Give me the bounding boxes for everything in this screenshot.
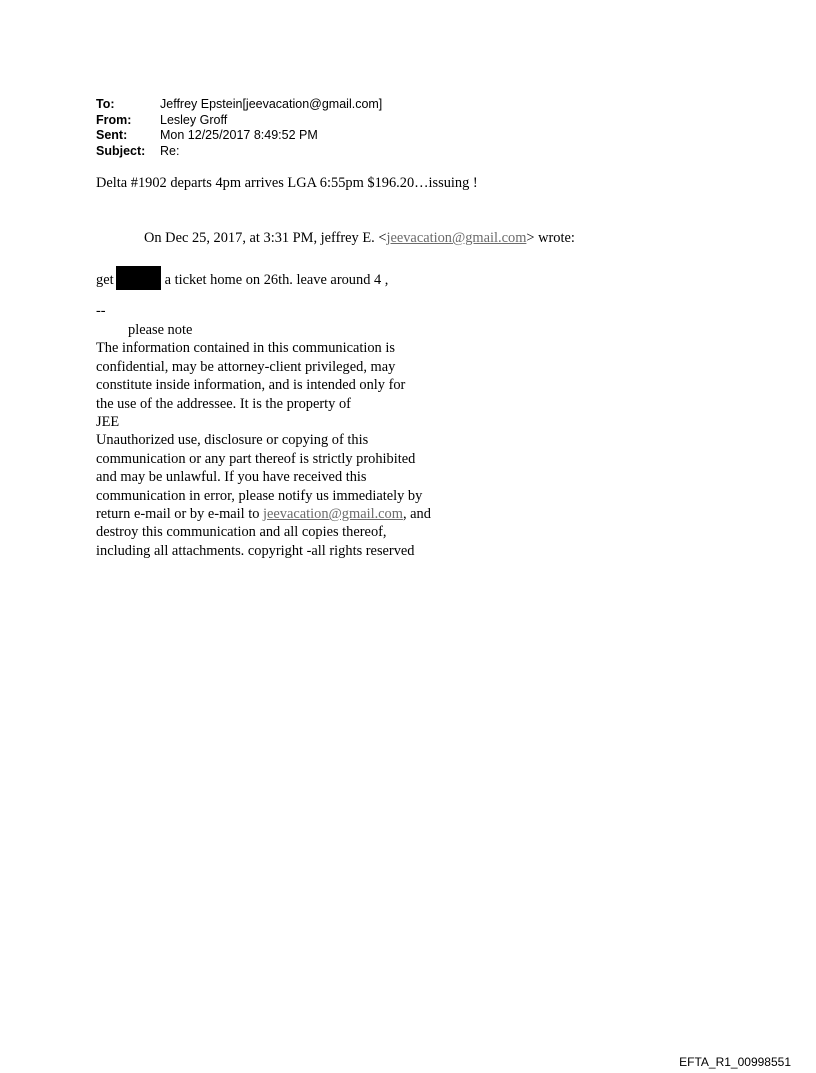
redaction-block bbox=[116, 266, 161, 290]
signature-separator: -- bbox=[96, 303, 106, 319]
disclaimer-line: the use of the addressee. It is the property of bbox=[96, 395, 351, 412]
quote-intro-after: > wrote: bbox=[526, 230, 575, 246]
subject-value: Re: bbox=[160, 143, 180, 158]
from-label: From: bbox=[96, 112, 132, 127]
header-from-row bbox=[96, 113, 382, 129]
reply-line: Delta #1902 departs 4pm arrives LGA 6:55pm $196.20…issuing ! bbox=[96, 175, 478, 191]
subject-label: Subject: bbox=[96, 143, 146, 158]
disclaimer-email-before: return e-mail or by e-mail to bbox=[96, 506, 264, 523]
header-to-row bbox=[96, 97, 382, 113]
to-value: Jeffrey Epstein[jeevacation@gmail.com] bbox=[160, 97, 383, 111]
sent-value: Mon 12/25/2017 8:49:52 PM bbox=[160, 128, 318, 143]
disclaimer-line: destroy this communication and all copies thereof, bbox=[96, 524, 387, 541]
disclaimer-line: The information contained in this communication is bbox=[96, 340, 395, 357]
disclaimer-email-link[interactable]: jeevacation@gmail.com bbox=[263, 506, 403, 523]
disclaimer-line: JEE bbox=[96, 414, 120, 431]
quote-intro-before: On Dec 25, 2017, at 3:31 PM, jeffrey E. < bbox=[144, 230, 387, 246]
email-header bbox=[96, 97, 382, 159]
document-id: EFTA_R1_00998551 bbox=[679, 1055, 791, 1069]
disclaimer-note: please note bbox=[128, 322, 193, 338]
quote-email-link[interactable]: jeevacation@gmail.com bbox=[386, 230, 527, 246]
to-label: To: bbox=[96, 97, 115, 111]
quoted-message bbox=[96, 266, 388, 290]
quote-rest: a ticket home on 26th. leave around 4 , bbox=[164, 272, 389, 288]
quote-get: get bbox=[96, 272, 114, 288]
disclaimer-email-after: , and bbox=[402, 506, 431, 523]
from-value: Lesley Groff bbox=[160, 112, 228, 127]
disclaimer-line: including all attachments. copyright -all rights reserved bbox=[96, 542, 415, 559]
disclaimer-line: constitute inside information, and is intended only for bbox=[96, 377, 406, 394]
disclaimer-line: and may be unlawful. If you have received this bbox=[96, 469, 367, 486]
header-sent-row bbox=[96, 128, 382, 144]
disclaimer-line: communication in error, please notify us immediately by bbox=[96, 487, 423, 504]
header-subject-row bbox=[96, 144, 382, 160]
disclaimer-line: confidential, may be attorney-client privileged, may bbox=[96, 358, 396, 375]
confidentiality-disclaimer bbox=[96, 321, 536, 560]
sent-label: Sent: bbox=[96, 128, 128, 143]
disclaimer-email-line bbox=[96, 505, 536, 523]
quote-intro bbox=[144, 229, 575, 247]
disclaimer-line: Unauthorized use, disclosure or copying of this bbox=[96, 432, 369, 449]
disclaimer-line: communication or any part thereof is strictly prohibited bbox=[96, 450, 416, 467]
